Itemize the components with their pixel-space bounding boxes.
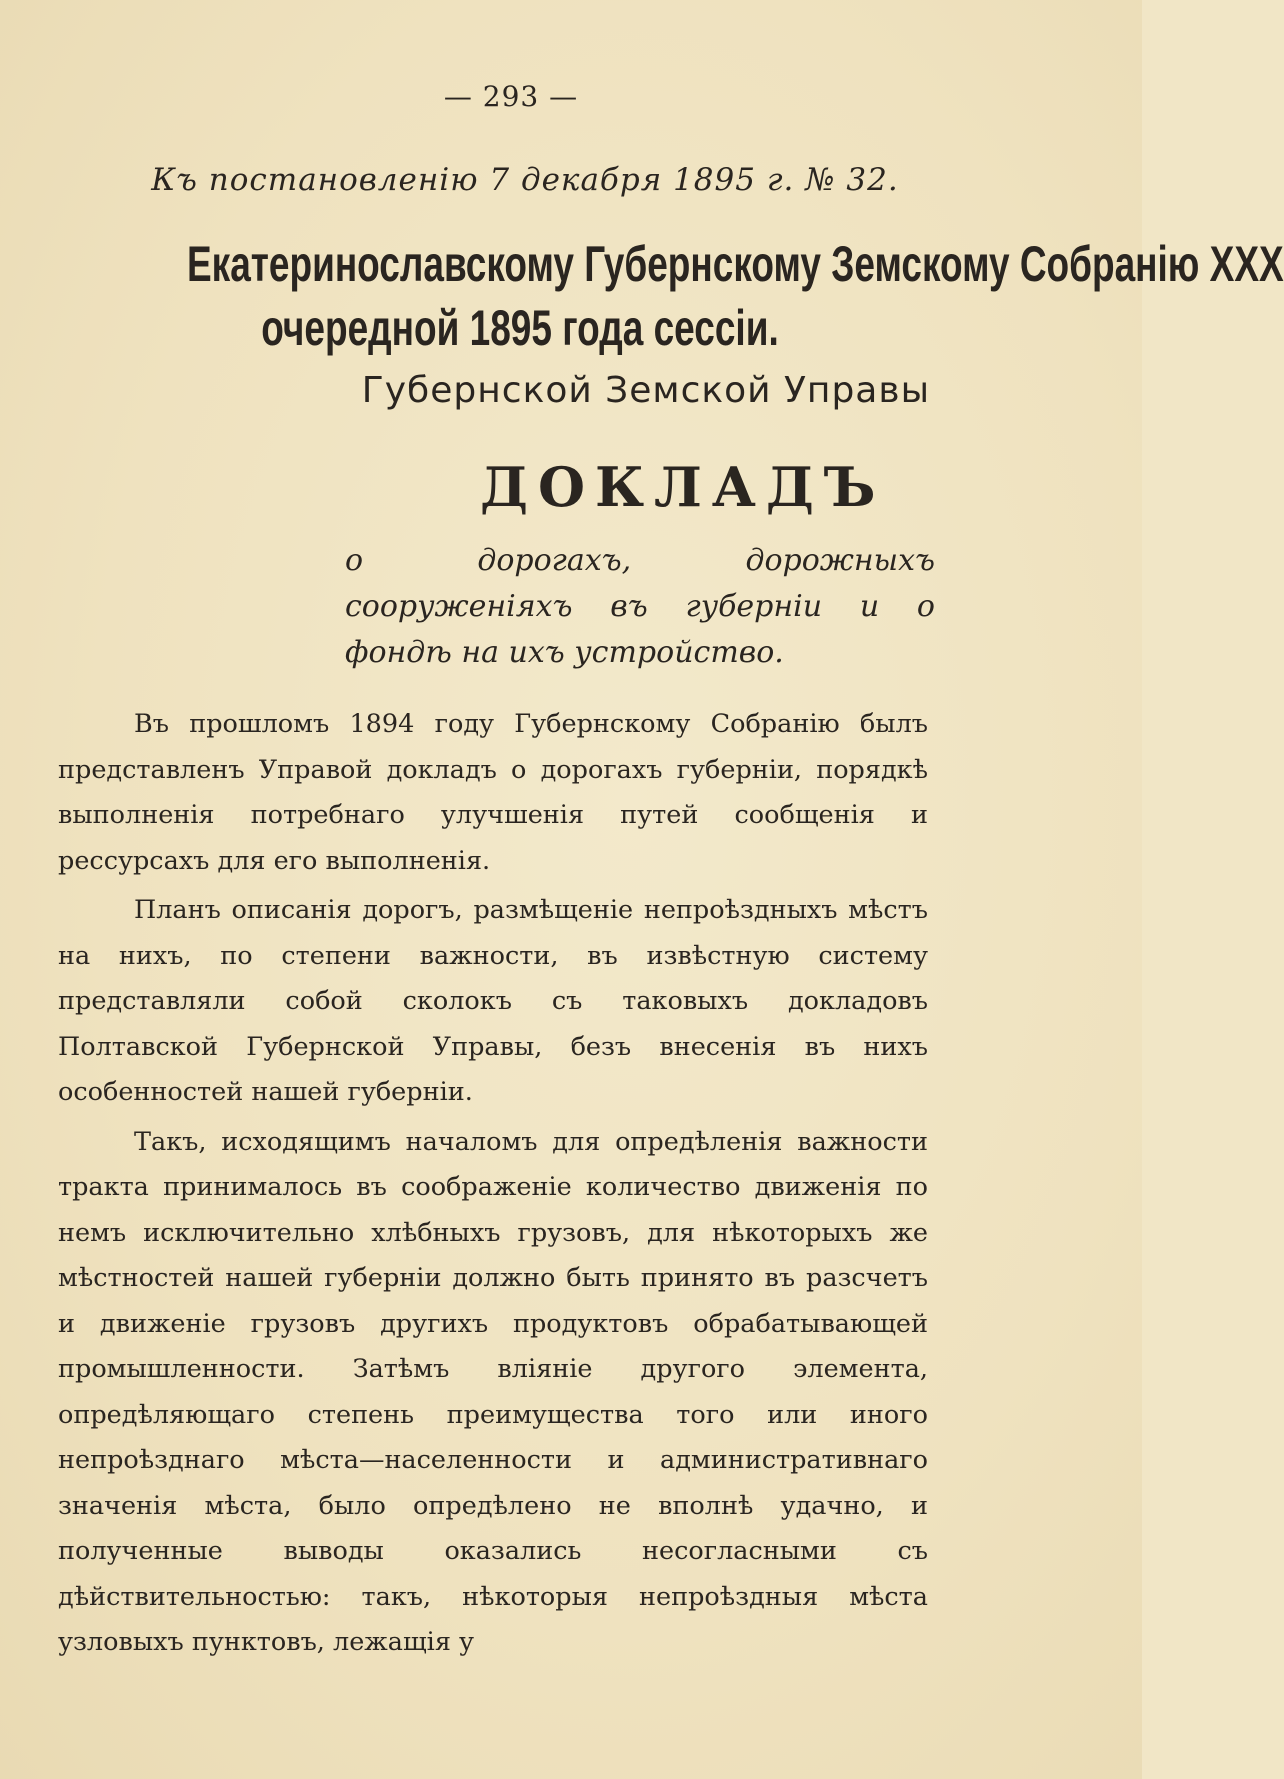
paragraph-3: Такъ, исходящимъ началомъ для опредѣленія важности тракта принималось въ соображеніе количество движенія по немъ исключительно хлѣбныхъ грузовъ, для нѣкоторыхъ же мѣстностей нашей губерніи должно быть принято въ разсчетъ и движеніе грузовъ другихъ продуктовъ обрабатывающей промышленности. Затѣмъ вліяніе другого элемента, опредѣляющаго степень преимущества того или иного непроѣзднаго мѣста—населенности и административнаго значенія мѣста, было опредѣлено не вполнѣ удачно, и полученные выводы оказались несогласными съ дѣйствительностью: такъ, нѣкоторыя непроѣздныя мѣста узловыхъ пунктовъ, лежащія у [58,1126,928,1657]
body-text [58,702,928,1670]
assembly-title-line-2: очередной 1895 года сессіи. [261,300,779,356]
assembly-title-line-1: Екатеринославскому Губернскому Земскому Собранію XXX [187,236,1284,292]
page-number: — 293 — [443,80,579,113]
paragraph-2: Планъ описанія дорогъ, размѣщеніе непроѣздныхъ мѣстъ на нихъ, по степени важности, въ извѣстную систему представляли собой сколокъ съ таковыхъ докладовъ Полтавской Губернской Управы, безъ внесенія въ нихъ особенностей нашей губерніи. [58,895,928,1107]
resolution-reference: Къ постановленію 7 декабря 1895 г. № 32. [151,162,899,198]
report-heading: ДОКЛАДЪ [480,455,886,519]
report-subject: о дорогахъ, дорожныхъ сооруженіяхъ въ губерніи и о фондѣ на ихъ устройство. [345,543,935,670]
board-title: Губернской Земской Управы [361,370,930,411]
assembly-title [187,232,1284,360]
paragraph-1: Въ прошломъ 1894 году Губернскому Собранію былъ представленъ Управой докладъ о дорогахъ губерніи, порядкѣ выполненія потребнаго улучшенія путей сообщенія и рессурсахъ для его выполненія. [58,709,928,876]
